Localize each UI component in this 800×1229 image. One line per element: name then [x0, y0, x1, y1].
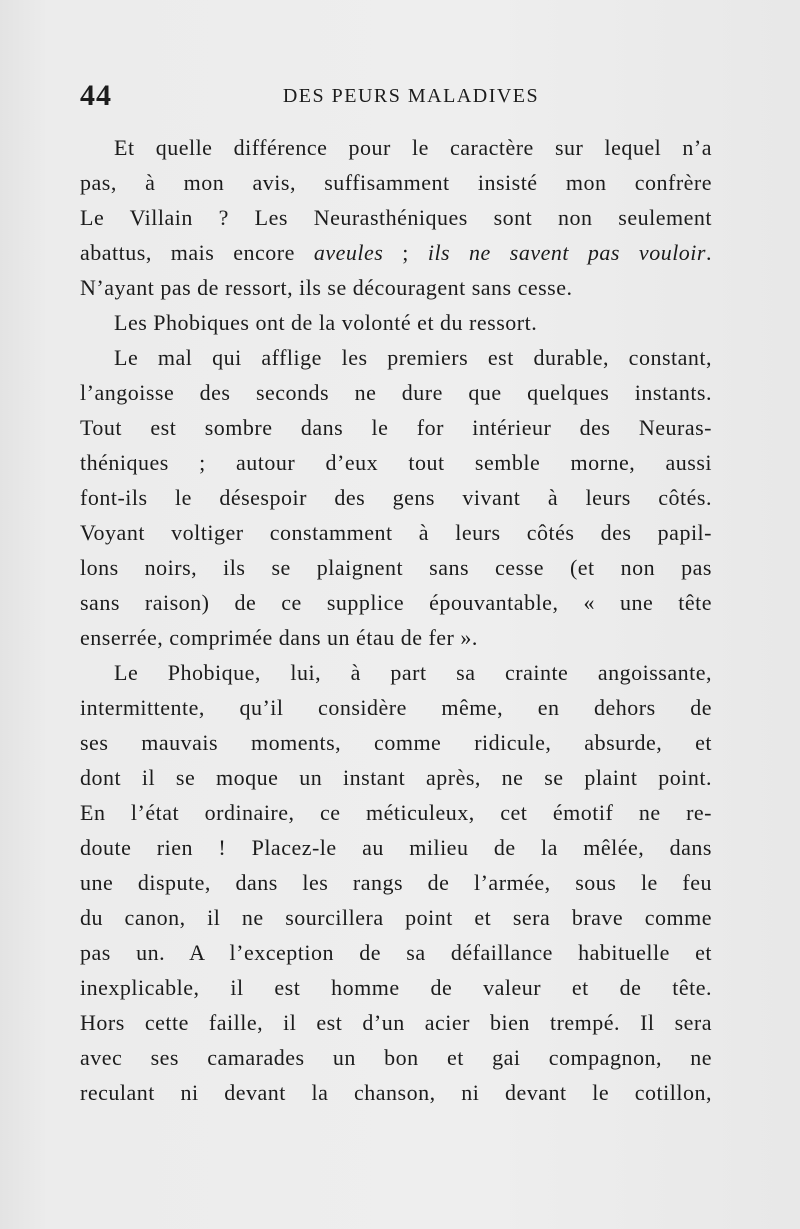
text-line: N’ayant pas de ressort, ils se découragent sans cesse. — [80, 275, 573, 300]
text-line: font-ils le désespoir des gens vivant à leurs côtés. — [80, 485, 712, 510]
text-line: inexplicable, il est homme de valeur et de tête. — [80, 975, 712, 1000]
running-title: DES PEURS MALADIVES — [282, 85, 540, 107]
text-line: théniques ; autour d’eux tout semble morne, aussi — [80, 450, 712, 475]
text-line: Le Phobique, lui, à part sa crainte angoissante, — [114, 660, 712, 685]
text-line: lons noirs, ils se plaignent sans cesse (et non pas — [80, 555, 712, 580]
text-segment: ; — [383, 240, 428, 265]
text-line: Tout est sombre dans le for intérieur des Neuras- — [80, 415, 712, 440]
italic-text: ils ne savent pas vouloir — [427, 240, 706, 265]
italic-text: aveules — [313, 240, 384, 265]
text-line: Le mal qui afflige les premiers est durable, constant, — [114, 345, 712, 370]
text-segment: abattus, mais encore — [80, 240, 314, 265]
text-line — [80, 235, 712, 270]
text-line: Voyant voltiger constamment à leurs côtés des papil- — [80, 520, 712, 545]
page-number: 44 — [80, 79, 112, 112]
text-line: dont il se moque un instant après, ne se plaint point. — [80, 765, 712, 790]
text-line: avec ses camarades un bon et gai compagnon, ne — [80, 1045, 712, 1070]
text-line: pas, à mon avis, suffisamment insisté mon confrère — [80, 170, 712, 195]
text-line: enserrée, comprimée dans un étau de fer ». — [80, 625, 478, 650]
text-line: sans raison) de ce supplice épouvantable, « une tête — [80, 590, 712, 615]
text-line: doute rien ! Placez-le au milieu de la mêlée, dans — [80, 835, 712, 860]
body-text — [80, 130, 712, 1110]
text-line: Et quelle différence pour le caractère sur lequel n’a — [114, 135, 712, 160]
text-line: Les Phobiques ont de la volonté et du ressort. — [114, 310, 538, 335]
text-line: Hors cette faille, il est d’un acier bien trempé. Il sera — [80, 1010, 712, 1035]
text-line: du canon, il ne sourcillera point et sera brave comme — [80, 905, 712, 930]
text-line: intermittente, qu’il considère même, en dehors de — [80, 695, 712, 720]
text-segment: . — [706, 240, 712, 265]
text-line: pas un. A l’exception de sa défaillance habituelle et — [80, 940, 712, 965]
text-line: reculant ni devant la chanson, ni devant le cotillon, — [80, 1080, 712, 1105]
text-line: Le Villain ? Les Neurasthéniques sont non seulement — [80, 205, 712, 230]
text-line: ses mauvais moments, comme ridicule, absurde, et — [80, 730, 712, 755]
text-line: l’angoisse des seconds ne dure que quelques instants. — [80, 380, 712, 405]
page-header — [80, 76, 712, 116]
text-line: une dispute, dans les rangs de l’armée, sous le feu — [80, 870, 712, 895]
text-line: En l’état ordinaire, ce méticuleux, cet émotif ne re- — [80, 800, 712, 825]
